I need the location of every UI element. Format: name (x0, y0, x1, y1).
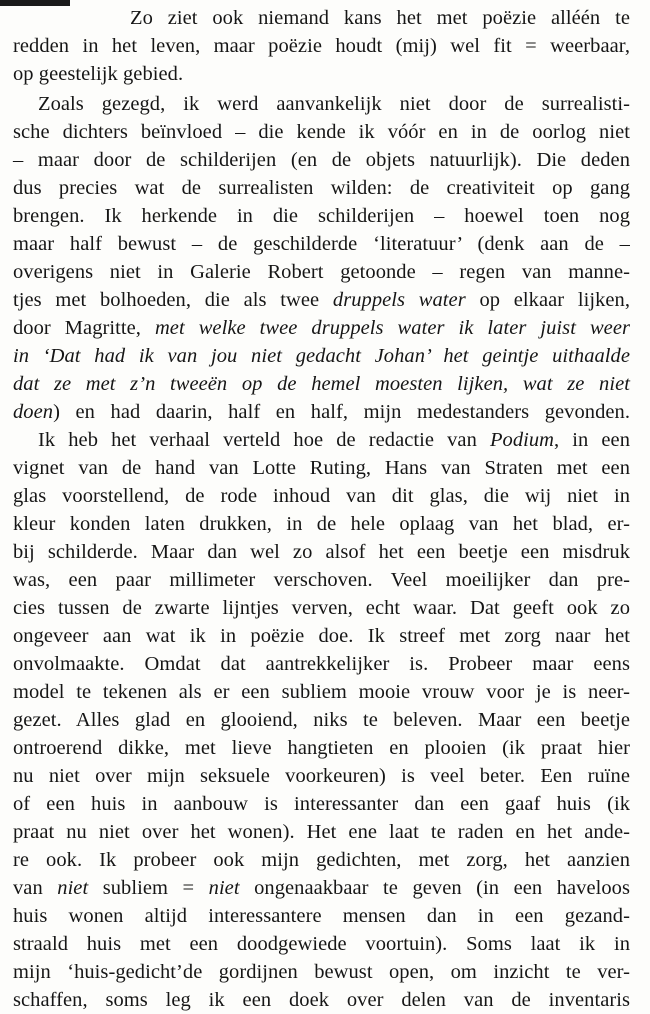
italic-text-line: in ‘Dat had ik van jou niet gedacht Johan’ het geintje uithaalde (13, 345, 630, 367)
text-line: redden in het leven, maar poëzie houdt (mij) wel fit = weerbaar, (13, 35, 630, 57)
text-line: schaffen, soms leg ik een doek over delen van de inventaris (13, 989, 630, 1011)
italic-text: niet (208, 877, 240, 899)
text-line: bij schilderde. Maar dan wel zo alsof het een beetje een misdruk (13, 541, 630, 563)
text-line: re ook. Ik probeer ook mijn gedichten, met zorg, het aanzien (13, 849, 630, 871)
text-line: gezet. Alles glad en glooiend, niks te beleven. Maar een beetje (13, 709, 630, 731)
text-line: sche dichters beïnvloed – die kende ik vóór en in de oorlog niet (13, 121, 630, 143)
italic-text: met welke twee druppels water ik later juist weer (154, 317, 630, 339)
italic-text: doen (13, 401, 54, 423)
text-run: op elkaar lijken, (465, 289, 631, 311)
text-line: Zoals gezegd, ik werd aanvankelijk niet door de surrealisti- (38, 93, 630, 115)
text-run: , in een (554, 429, 631, 451)
italic-text: niet (57, 877, 89, 899)
text-line: ongeveer aan wat ik in poëzie doe. Ik streef met zorg naar het (13, 625, 630, 647)
text-line: mijn ‘huis-gedicht’de gordijnen bewust open, om inzicht te ver- (13, 961, 630, 983)
text-line: was, een paar millimeter verschoven. Veel moeilijker dan pre- (13, 569, 630, 591)
text-run: ) en had daarin, half en half, mijn medestanders gevonden. (53, 401, 630, 423)
text-line: kleur konden laten drukken, in de hele oplaag van het blad, er- (13, 513, 630, 535)
italic-text-line: dat ze met z’n tweeën op de hemel moesten lijken, wat ze niet (13, 373, 630, 395)
text-line: cies tussen de zwarte lijntjes verven, echt waar. Dat geeft ook zo (13, 597, 630, 619)
text-line (13, 286, 630, 314)
text-line: of een huis in aanbouw is interessanter dan een gaaf huis (ik (13, 793, 630, 815)
text-line (38, 426, 630, 454)
text-line: dus precies wat de surrealisten wilden: de creativiteit op gang (13, 177, 630, 199)
text-line (13, 874, 630, 902)
text-run: van (13, 877, 58, 899)
italic-text: druppels water (332, 289, 466, 311)
text-line: op geestelijk gebied. (13, 63, 184, 85)
text-run: ongenaakbaar te geven (in een haveloos (239, 877, 630, 899)
text-line: Zo ziet ook niemand kans het met poëzie alléén te (130, 7, 630, 29)
text-line: vignet van de hand van Lotte Ruting, Hans van Straten met een (13, 457, 630, 479)
text-line: huis wonen altijd interessantere mensen dan in een gezand- (13, 905, 630, 927)
text-run: subliem = (88, 877, 209, 899)
text-run: tjes met bolhoeden, die als twee (13, 289, 333, 311)
text-run: door Magritte, (13, 317, 155, 339)
text-line: onvolmaakte. Omdat dat aantrekkelijker is. Probeer maar eens (13, 653, 630, 675)
text-line: maar half bewust – de geschilderde ‘literatuur’ (denk aan de – (13, 233, 630, 255)
italic-text: Podium (489, 429, 555, 451)
text-line: straald huis met een doodgewiede voortuin). Soms laat ik in (13, 933, 630, 955)
text-line (13, 314, 630, 342)
text-line: overigens niet in Galerie Robert getoonde – regen van manne- (13, 261, 630, 283)
text-line: ontroerend dikke, met lieve hangtieten en plooien (ik praat hier (13, 737, 630, 759)
text-line: nu niet over mijn seksuele voorkeuren) is veel beter. Een ruïne (13, 765, 630, 787)
text-line (13, 398, 630, 426)
text-line: brengen. Ik herkende in die schilderijen – hoewel toen nog (13, 205, 630, 227)
text-line: glas voorstellend, de rode inhoud van dit glas, die wij niet in (13, 485, 630, 507)
text-line: praat nu niet over het wonen). Het ene laat te raden en het ande- (13, 821, 630, 843)
page-edge-mark (0, 0, 70, 6)
text-line: model te tekenen als er een subliem mooie vrouw voor je is neer- (13, 681, 630, 703)
text-line: – maar door de schilderijen (en de objets natuurlijk). Die deden (13, 149, 630, 171)
text-run: Ik heb het verhaal verteld hoe de redactie van (38, 429, 490, 451)
